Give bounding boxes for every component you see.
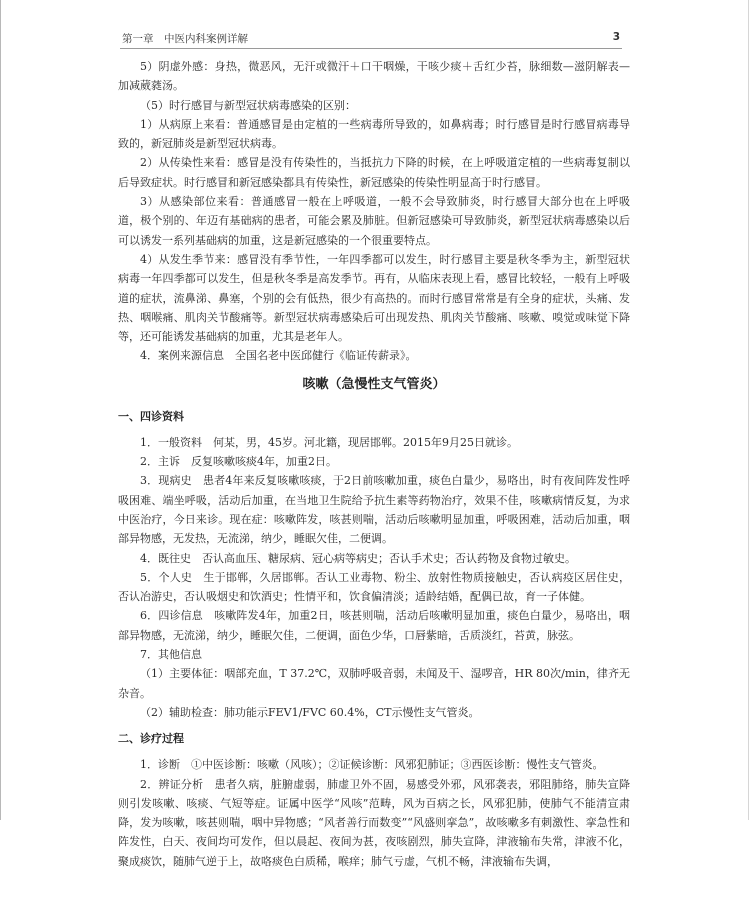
page-right-edge <box>748 0 749 820</box>
page-number: 3 <box>612 31 620 43</box>
list-item: 3．现病史 患者4年来反复咳嗽咳痰，于2日前咳嗽加重，痰色白量少，易咯出，时有夜间阵发性呼吸困难、端坐呼吸，活动后加重，在当地卫生院给予抗生素等药物治疗，效果不佳，咳嗽病情反复，为求中医治疗，今日来诊。现在症：咳嗽阵发，咳甚则喘，活动后咳嗽明显加重，呼吸困难，活动后加重，咽部异物感，无发热，无流涕，纳少，睡眠欠佳，二便调。 <box>118 474 630 546</box>
list-item: 1．诊断 ①中医诊断：咳嗽（风咳）；②证候诊断：风邪犯肺证；③西医诊断：慢性支气管炎。 <box>140 758 604 772</box>
list-item: 6．四诊信息 咳嗽阵发4年，加重2日，咳甚则喘，活动后咳嗽明显加重，痰色白量少，易咯出，咽部异物感，无流涕，纳少，睡眠欠佳，二便调，面色少华，口唇紫暗，舌质淡红，苔黄，脉弦。 <box>118 609 630 642</box>
paragraph: 5）阴虚外感：身热，微恶风，无汗或微汗＋口干咽燥，干咳少痰＋舌红少苔，脉细数—滋阴解表—加减葳蕤汤。 <box>118 60 630 93</box>
chapter-title: 第一章 中医内科案例详解 <box>122 33 248 45</box>
list-item: 5．个人史 生于邯郸，久居邯郸。否认工业毒物、粉尘、放射性物质接触史，否认病疫区居住史，否认冶游史，否认吸烟史和饮酒史；性情平和，饮食偏清淡；适龄结婚，配偶已故，育一子体健。 <box>118 570 630 604</box>
list-item: （1）主要体征：咽部充血，T 37.2℃，双肺呼吸音弱，未闻及干、湿啰音，HR 80次/min，律齐无杂音。 <box>118 667 630 700</box>
section-heading: 一、四诊资料 <box>118 409 184 423</box>
page-body <box>118 57 630 871</box>
running-header <box>120 31 622 47</box>
list-item: 7．其他信息 <box>140 648 202 662</box>
paragraph: 4．案例来源信息 全国名老中医邱健行《临证传薪录》。 <box>140 349 417 363</box>
list-item: 1．一般资料 何某，男，45岁。河北籍，现居邯郸。2015年9月25日就诊。 <box>140 435 518 449</box>
header-rule <box>120 48 622 49</box>
section-heading: 二、诊疗过程 <box>118 732 184 746</box>
paragraph: 2）从传染性来看：感冒是没有传染性的，当抵抗力下降的时候，在上呼吸道定植的一些病毒复制以后导致症状。时行感冒和新冠感染都具有传染性，新冠感染的传染性明显高于时行感冒。 <box>118 156 630 189</box>
page-left-edge <box>0 0 1 820</box>
list-item: （2）辅助检查：肺功能示FEV1/FVC 60.4%，CT示慢性支气管炎。 <box>140 705 480 719</box>
list-item: 2．主诉 反复咳嗽咳痰4年，加重2日。 <box>140 455 337 469</box>
paragraph: 4）从发生季节来：感冒没有季节性，一年四季都可以发生，时行感冒主要是秋冬季为主，新型冠状病毒一年四季都可以发生，但是秋冬季是高发季节。再有，从临床表现上看，感冒比较轻，一般有上呼吸道的症状，流鼻涕、鼻塞，个别的会有低热，很少有高热的。而时行感冒常常是有全身的症状，头痛、发热、咽喉痛、肌肉关节酸痛等。新型冠状病毒感染后可出现发热、肌肉关节酸痛、咳嗽、嗅觉或味觉下降等，还可能诱发基础病的加重，尤其是老年人。 <box>118 252 630 344</box>
list-item: 2．辨证分析 患者久病，脏腑虚弱，肺虚卫外不固，易感受外邪，风邪袭表，邪阻肺络，肺失宣降则引发咳嗽、咳痰、气短等症。证属中医学“风咳”范畴，风为百病之长，风邪犯肺，使肺气不能清宣肃降，发为咳嗽，咳甚则喘，咽中异物感；“风者善行而数变”“风盛则挛急”，故咳嗽多有刺激性、挛急性和阵发性，白天、夜间均可发作，但以晨起、夜间为甚，夜咳剧烈，肺失宣降，津液输布失常，津液不化，聚成痰饮，随肺气逆于上，故咯痰色白质稀，喉痒；肺气亏虚，气机不畅，津液输布失调， <box>118 777 630 868</box>
paragraph: （5）时行感冒与新型冠状病毒感染的区别： <box>140 98 356 112</box>
paragraph: 3）从感染部位来看：普通感冒一般在上呼吸道，一般不会导致肺炎，时行感冒大部分也在上呼吸道，极个别的、年迈有基础病的患者，可能会累及肺脏。但新冠感染可导致肺炎，新型冠状病毒感染以后可以诱发一系列基础病的加重，这是新冠感染的一个很重要特点。 <box>118 195 630 247</box>
list-item: 4．既往史 否认高血压、糖尿病、冠心病等病史；否认手术史；否认药物及食物过敏史。 <box>140 551 576 565</box>
paragraph: 1）从病原上来看：普通感冒是由定植的一些病毒所导致的，如鼻病毒；时行感冒是时行感冒病毒导致的，新冠肺炎是新型冠状病毒。 <box>118 117 630 151</box>
case-title: 咳嗽（急慢性支气管炎） <box>302 376 446 392</box>
